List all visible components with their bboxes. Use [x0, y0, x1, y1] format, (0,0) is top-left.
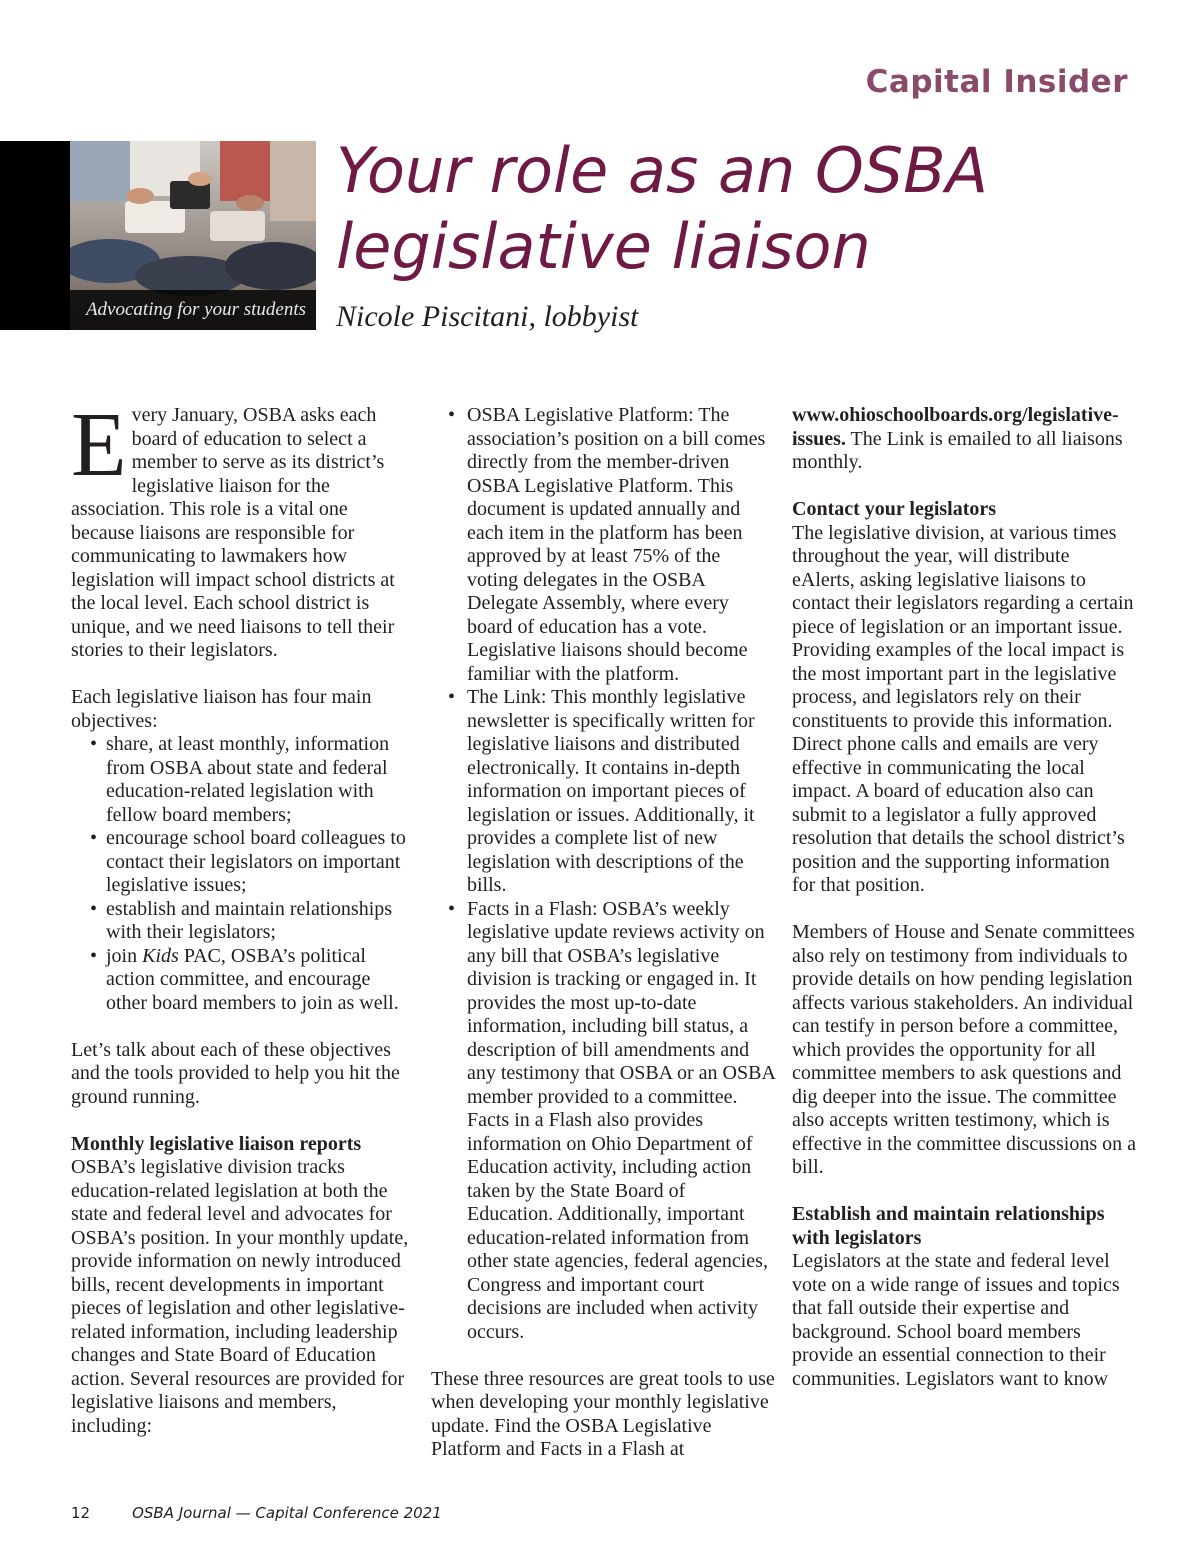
article-title: Your role as an OSBA legislative liaison: [336, 134, 989, 283]
hero-photo: [70, 141, 316, 330]
objective-text: join: [106, 944, 143, 967]
resources-list: [431, 404, 776, 1344]
column-1: [71, 394, 411, 1438]
objective-item: • encourage school board colleagues to contact their legislators on important legislative issues;: [71, 827, 411, 898]
monthly-paragraph: OSBA’s legislative division tracks education-related legislation at both the state and federal level and advocates for OSBA’s position. In your monthly update, provide information on newly introduced bills, recent developments in important pieces of legislation and other legislative-related information, including leadership changes and State Board of Education action. Several resources are provided for legislative liaisons and members, including:: [71, 1156, 409, 1437]
contact-paragraph: The legislative division, at various times throughout the year, will distribute eAlerts, asking legislative liaisons to contact their legislators regarding a certain piece of legislation or an important issue. Providing examples of the local impact is the most important part in the legislative process, and legislators rely on their constituents to provide this information. Direct phone calls and emails are very effective in communicating the local impact. A board of education also can submit to a legislator a fully approved resolution that details the school district’s position and the supporting information for that position.: [792, 521, 1134, 896]
intro-paragraph: [71, 394, 411, 663]
resource-item: • Facts in a Flash: OSBA’s weekly legislative update reviews activity on any bill that OSBA’s legislative division is tracking or engaged in. It provides the most up-to-date information, including bill status, a description of bill amendments and any testimony that OSBA or an OSBA member provided to a committee. Facts in a Flash also provides information on Ohio Department of Education activity, including action taken by the State Board of Education. Additionally, important education-related information from other state agencies, federal agencies, Congress and important court decisions are included when activity occurs.: [431, 898, 776, 1345]
section-label: Capital Insider: [865, 64, 1128, 100]
committees-paragraph: Members of House and Senate committees also rely on testimony from individuals to provide details on how pending legislation affects various stakeholders. An individual can testify in person before a committee, which provides the opportunity for all committee members to ask questions and dig deeper into the issue. The committee also accepts written testimony, which is effective in the committee discussions on a bill.: [792, 921, 1136, 1178]
objective-text: PAC, OSBA’s political action committee, and encourage other board members to join as well.: [106, 944, 399, 1014]
resources-summary-text: The Link is emailed to all liaisons monthly.: [792, 427, 1123, 473]
contact-heading: Contact your legislators: [792, 498, 997, 520]
monthly-heading: Monthly legislative liaison reports: [71, 1132, 362, 1155]
relationships-paragraph: Legislators at the state and federal level vote on a wide range of issues and topics that fall outside their expertise and background. School board members provide an essential connection to their communities. Legislators want to know: [792, 1250, 1120, 1390]
page-footer: [71, 1504, 442, 1522]
lets-talk-paragraph: Let’s talk about each of these objectives and the tools provided to help you hit the ground running.: [71, 1038, 400, 1108]
page-number: 12: [71, 1504, 91, 1522]
relationships-heading: Establish and maintain relationships with legislators: [792, 1203, 1105, 1249]
resource-item: • The Link: This monthly legislative newsletter is specifically written for legislative liaisons and distributed electronically. It contains in-depth information on important pieces of legislation or issues. Additionally, it provides a complete list of new legislation with descriptions of the bills.: [431, 686, 776, 898]
objectives-intro: Each legislative liaison has four main objectives:: [71, 686, 372, 732]
drop-cap: E: [71, 394, 127, 495]
objectives-list: [71, 733, 411, 1015]
hero-caption: Advocating for your students: [85, 299, 306, 320]
resources-summary-text: These three resources are great tools to use when developing your monthly legislative update. Find the OSBA Legislative Platform and Facts in a Flash at: [431, 1367, 775, 1460]
objective-item: • share, at least monthly, information from OSBA about state and federal education-related legislation with fellow board members;: [71, 733, 411, 827]
objective-item: [71, 945, 411, 1016]
column-3: [792, 404, 1137, 1391]
resources-link[interactable]: www.ohioschoolboards.org/legislative-issues.: [792, 404, 1119, 450]
publication-name: OSBA Journal — Capital Conference 2021: [132, 1504, 442, 1522]
resources-summary-continued: [792, 404, 1137, 475]
resources-summary: [431, 1368, 776, 1462]
article-byline: Nicole Piscitani, lobbyist: [336, 300, 639, 333]
intro-text: very January, OSBA asks each board of education to select a member to serve as its district’s legislative liaison for the association. This role is a vital one because liaisons are responsible for communicating to lawmakers how legislation will impact school districts at the local level. Each school district is unique, and we need liaisons to tell their stories to their legislators.: [71, 404, 395, 661]
kids-pac-emphasis: Kids: [142, 944, 179, 967]
objective-item: • establish and maintain relationships with their legislators;: [71, 898, 411, 945]
resource-item: • OSBA Legislative Platform: The association’s position on a bill comes directly from the member-driven OSBA Legislative Platform. This document is updated annually and each item in the platform has been approved by at least 75% of the voting delegates in the OSBA Delegate Assembly, where every board of education has a vote. Legislative liaisons should become familiar with the platform.: [431, 404, 776, 686]
column-2: [431, 404, 776, 1462]
hero-black-bar: [0, 141, 70, 330]
